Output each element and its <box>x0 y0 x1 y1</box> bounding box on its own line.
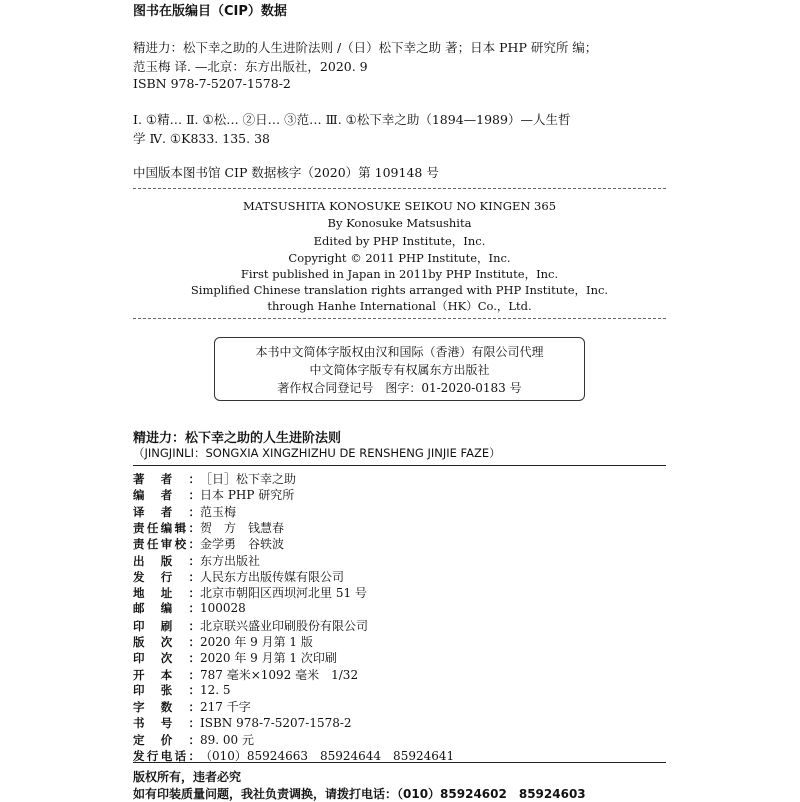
quality-notice: 如有印装质量问题，我社负责调换，请拨打电话：（010）85924602 85924603 <box>133 787 586 801</box>
detail-row <box>133 698 251 715</box>
detail-row <box>133 731 254 748</box>
detail-label: 译者： <box>133 504 200 519</box>
detail-label: 发行： <box>133 569 200 584</box>
detail-label: 出版： <box>133 553 200 568</box>
detail-value: 人民东方出版传媒有限公司 <box>200 569 345 584</box>
cip-line-3: ISBN 978-7-5207-1578-2 <box>133 76 291 91</box>
detail-value: 100028 <box>200 601 246 616</box>
detail-row <box>133 649 337 666</box>
detail-label: 版次： <box>133 635 200 649</box>
detail-value: 北京联兴盛业印刷股份有限公司 <box>200 618 369 633</box>
detail-value: （010）85924663 85924644 85924641 <box>200 749 455 764</box>
cip-line-4: Ⅰ. ①精… Ⅱ. ①松… ②日… ③范… Ⅲ. ①松下幸之助（1894—1989）—人生哲 <box>133 112 571 127</box>
book-pinyin: （JINGJINLI：SONGXIA XINGZHIZHU DE RENSHENG JINJIE FAZE） <box>133 446 501 460</box>
detail-label: 发行电话： <box>133 749 200 764</box>
detail-label: 编者： <box>133 488 200 503</box>
detail-row <box>133 633 313 650</box>
detail-value: 89. 00 元 <box>200 732 254 747</box>
book-title: 精进力：松下幸之助的人生进阶法则 <box>133 431 342 446</box>
detail-row <box>133 617 368 634</box>
agency-line-1: 本书中文简体字版权由汉和国际（香港）有限公司代理 <box>255 345 544 359</box>
detail-label: 地址： <box>133 586 200 601</box>
detail-row <box>133 486 294 503</box>
detail-row <box>133 568 344 585</box>
divider-top <box>133 188 666 189</box>
detail-value: 贺 方 钱慧春 <box>200 520 285 535</box>
copyright-line-2: By Konosuke Matsushita <box>327 216 472 230</box>
detail-value: ISBN 978-7-5207-1578-2 <box>200 715 352 730</box>
detail-label: 书号： <box>133 715 200 730</box>
rights-reserved: 版权所有，违者必究 <box>133 770 242 784</box>
detail-value: 12. 5 <box>200 682 231 697</box>
detail-label: 责任审校： <box>133 537 200 552</box>
detail-row <box>133 666 358 683</box>
detail-label: 邮编： <box>133 601 200 616</box>
divider-middle <box>133 318 666 319</box>
cip-line-5: 学 Ⅳ. ①K833. 135. 38 <box>133 131 270 146</box>
copyright-line-7: through Hanhe International（HK）Co.，Ltd. <box>267 299 532 313</box>
detail-label: 印刷： <box>133 618 200 633</box>
copyright-line-3: Edited by PHP Institute，Inc. <box>313 234 486 248</box>
detail-value: 金学勇 谷轶波 <box>200 537 285 552</box>
detail-value: 日本 PHP 研究所 <box>200 488 295 503</box>
detail-row <box>133 470 296 487</box>
cip-line-6: 中国版本图书馆 CIP 数据核字（2020）第 109148 号 <box>133 165 439 180</box>
copyright-line-4: Copyright © 2011 PHP Institute，Inc. <box>288 251 511 265</box>
detail-value: 东方出版社 <box>200 553 261 568</box>
detail-row <box>133 503 236 520</box>
detail-value: 范玉梅 <box>200 504 237 519</box>
detail-value: 787 毫米×1092 毫米 1/32 <box>200 667 359 682</box>
cip-line-2: 范玉梅 译. —北京：东方出版社，2020. 9 <box>133 59 368 74</box>
cip-heading: 图书在版编目（CIP）数据 <box>133 4 287 19</box>
agency-line-2: 中文简体字版专有权属东方出版社 <box>309 363 490 377</box>
detail-label: 字数： <box>133 700 200 715</box>
detail-value: 217 千字 <box>200 700 251 715</box>
copyright-line-1: MATSUSHITA KONOSUKE SEIKOU NO KINGEN 365 <box>242 199 557 213</box>
cip-line-1: 精进力：松下幸之助的人生进阶法则 /（日）松下幸之助 著；日本 PHP 研究所 编； <box>133 40 598 55</box>
copyright-line-6: Simplified Chinese translation rights arranged with PHP Institute，Inc. <box>190 283 609 297</box>
divider-details <box>133 465 666 466</box>
detail-row <box>133 552 260 569</box>
detail-label: 责任编辑： <box>133 520 200 535</box>
detail-row <box>133 600 246 617</box>
detail-row <box>133 535 284 552</box>
detail-value: ［日］松下幸之助 <box>200 472 297 486</box>
agency-box <box>214 337 585 401</box>
detail-value: 2020 年 9 月第 1 版 <box>200 635 313 649</box>
detail-label: 印次： <box>133 651 200 666</box>
detail-value: 2020 年 9 月第 1 次印刷 <box>200 651 337 666</box>
agency-line-3: 著作权合同登记号 图字：01-2020-0183 号 <box>277 381 522 395</box>
detail-row <box>133 682 231 699</box>
detail-label: 定价： <box>133 732 200 747</box>
detail-value: 北京市朝阳区西坝河北里 51 号 <box>200 586 367 601</box>
copyright-line-5: First published in Japan in 2011by PHP Institute，Inc. <box>240 267 559 281</box>
divider-bottom <box>133 762 666 763</box>
detail-label: 开本： <box>133 667 200 682</box>
detail-row <box>133 519 284 536</box>
detail-label: 印张： <box>133 682 200 697</box>
detail-row <box>133 584 367 601</box>
detail-row <box>133 715 352 732</box>
detail-label: 著者： <box>133 472 200 486</box>
